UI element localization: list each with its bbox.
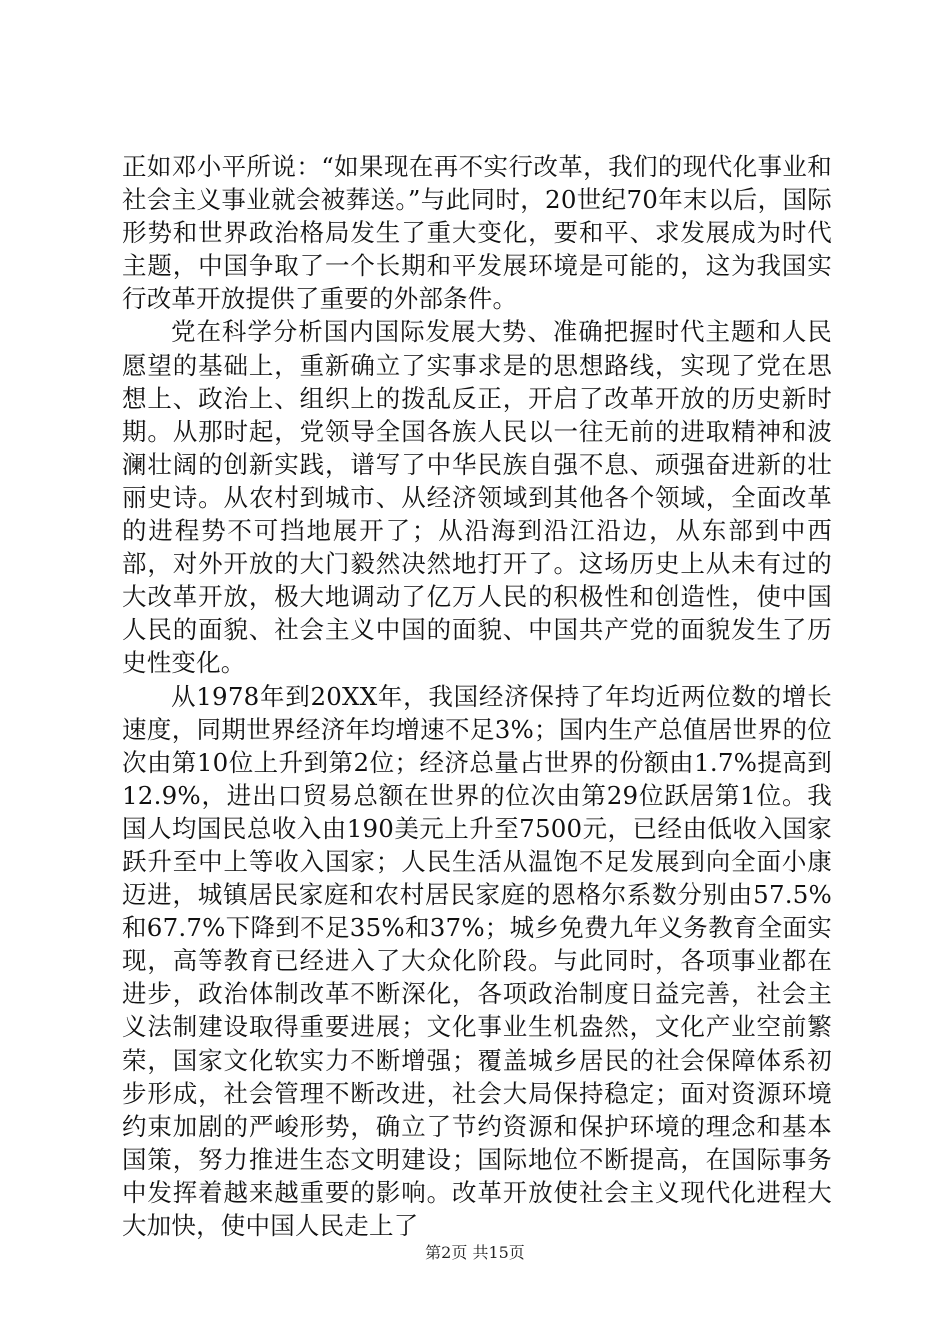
paragraph-2: 党在科学分析国内国际发展大势、准确把握时代主题和人民愿望的基础上，重新确立了实事求是的思想路线，实现了党在思想上、政治上、组织上的拨乱反正，开启了改革开放的历史新时期。从那时起，党领导全国各族人民以一往无前的进取精神和波澜壮阔的创新实践，谱写了中华民族自强不息、顽强奋进新的壮丽史诗。从农村到城市、从经济领域到其他各个领域，全面改革的进程势不可挡地展开了；从沿海到沿江沿边，从东部到中西部，对外开放的大门毅然决然地打开了。这场历史上从未有过的大改革开放，极大地调动了亿万人民的积极性和创造性，使中国人民的面貌、社会主义中国的面貌、中国共产党的面貌发生了历史性变化。: [122, 317, 832, 678]
paragraph-3: 从1978年到20XX年，我国经济保持了年均近两位数的增长速度，同期世界经济年均增速不足3%；国内生产总值居世界的位次由第10位上升到第2位；经济总量占世界的份额由1.7%提高到12.9%，进出口贸易总额在世界的位次由第29位跃居第1位。我国人均国民总收入由190美元上升至7500元，已经由低收入国家跃升至中上等收入国家；人民生活从温饱不足发展到向全面小康迈进，城镇居民家庭和农村居民家庭的恩格尔系数分别由57.5%和67.7%下降到不足35%和37%；城乡免费九年义务教育全面实现，高等教育已经进入了大众化阶段。与此同时，各项事业都在进步，政治体制改革不断深化，各项政治制度日益完善，社会主义法制建设取得重要进展；文化事业生机盎然，文化产业空前繁荣，国家文化软实力不断增强；覆盖城乡居民的社会保障体系初步形成，社会管理不断改进，社会大局保持稳定；面对资源环境约束加剧的严峻形势，确立了节约资源和保护环境的理念和基本国策，努力推进生态文明建设；国际地位不断提高，在国际事务中发挥着越来越重要的影响。改革开放使社会主义现代化进程大大加快，使中国人民走上了: [122, 681, 832, 1240]
page-number-footer: 第2页 共15页: [425, 1243, 525, 1262]
paragraph-1: 正如邓小平所说：“如果现在再不实行改革，我们的现代化事业和社会主义事业就会被葬送。”与此同时，20世纪70年末以后，国际形势和世界政治格局发生了重大变化，要和平、求发展成为时代主题，中国争取了一个长期和平发展环境是可能的，这为我国实行改革开放提供了重要的外部条件。: [122, 152, 832, 314]
document-body: [122, 150, 832, 1242]
